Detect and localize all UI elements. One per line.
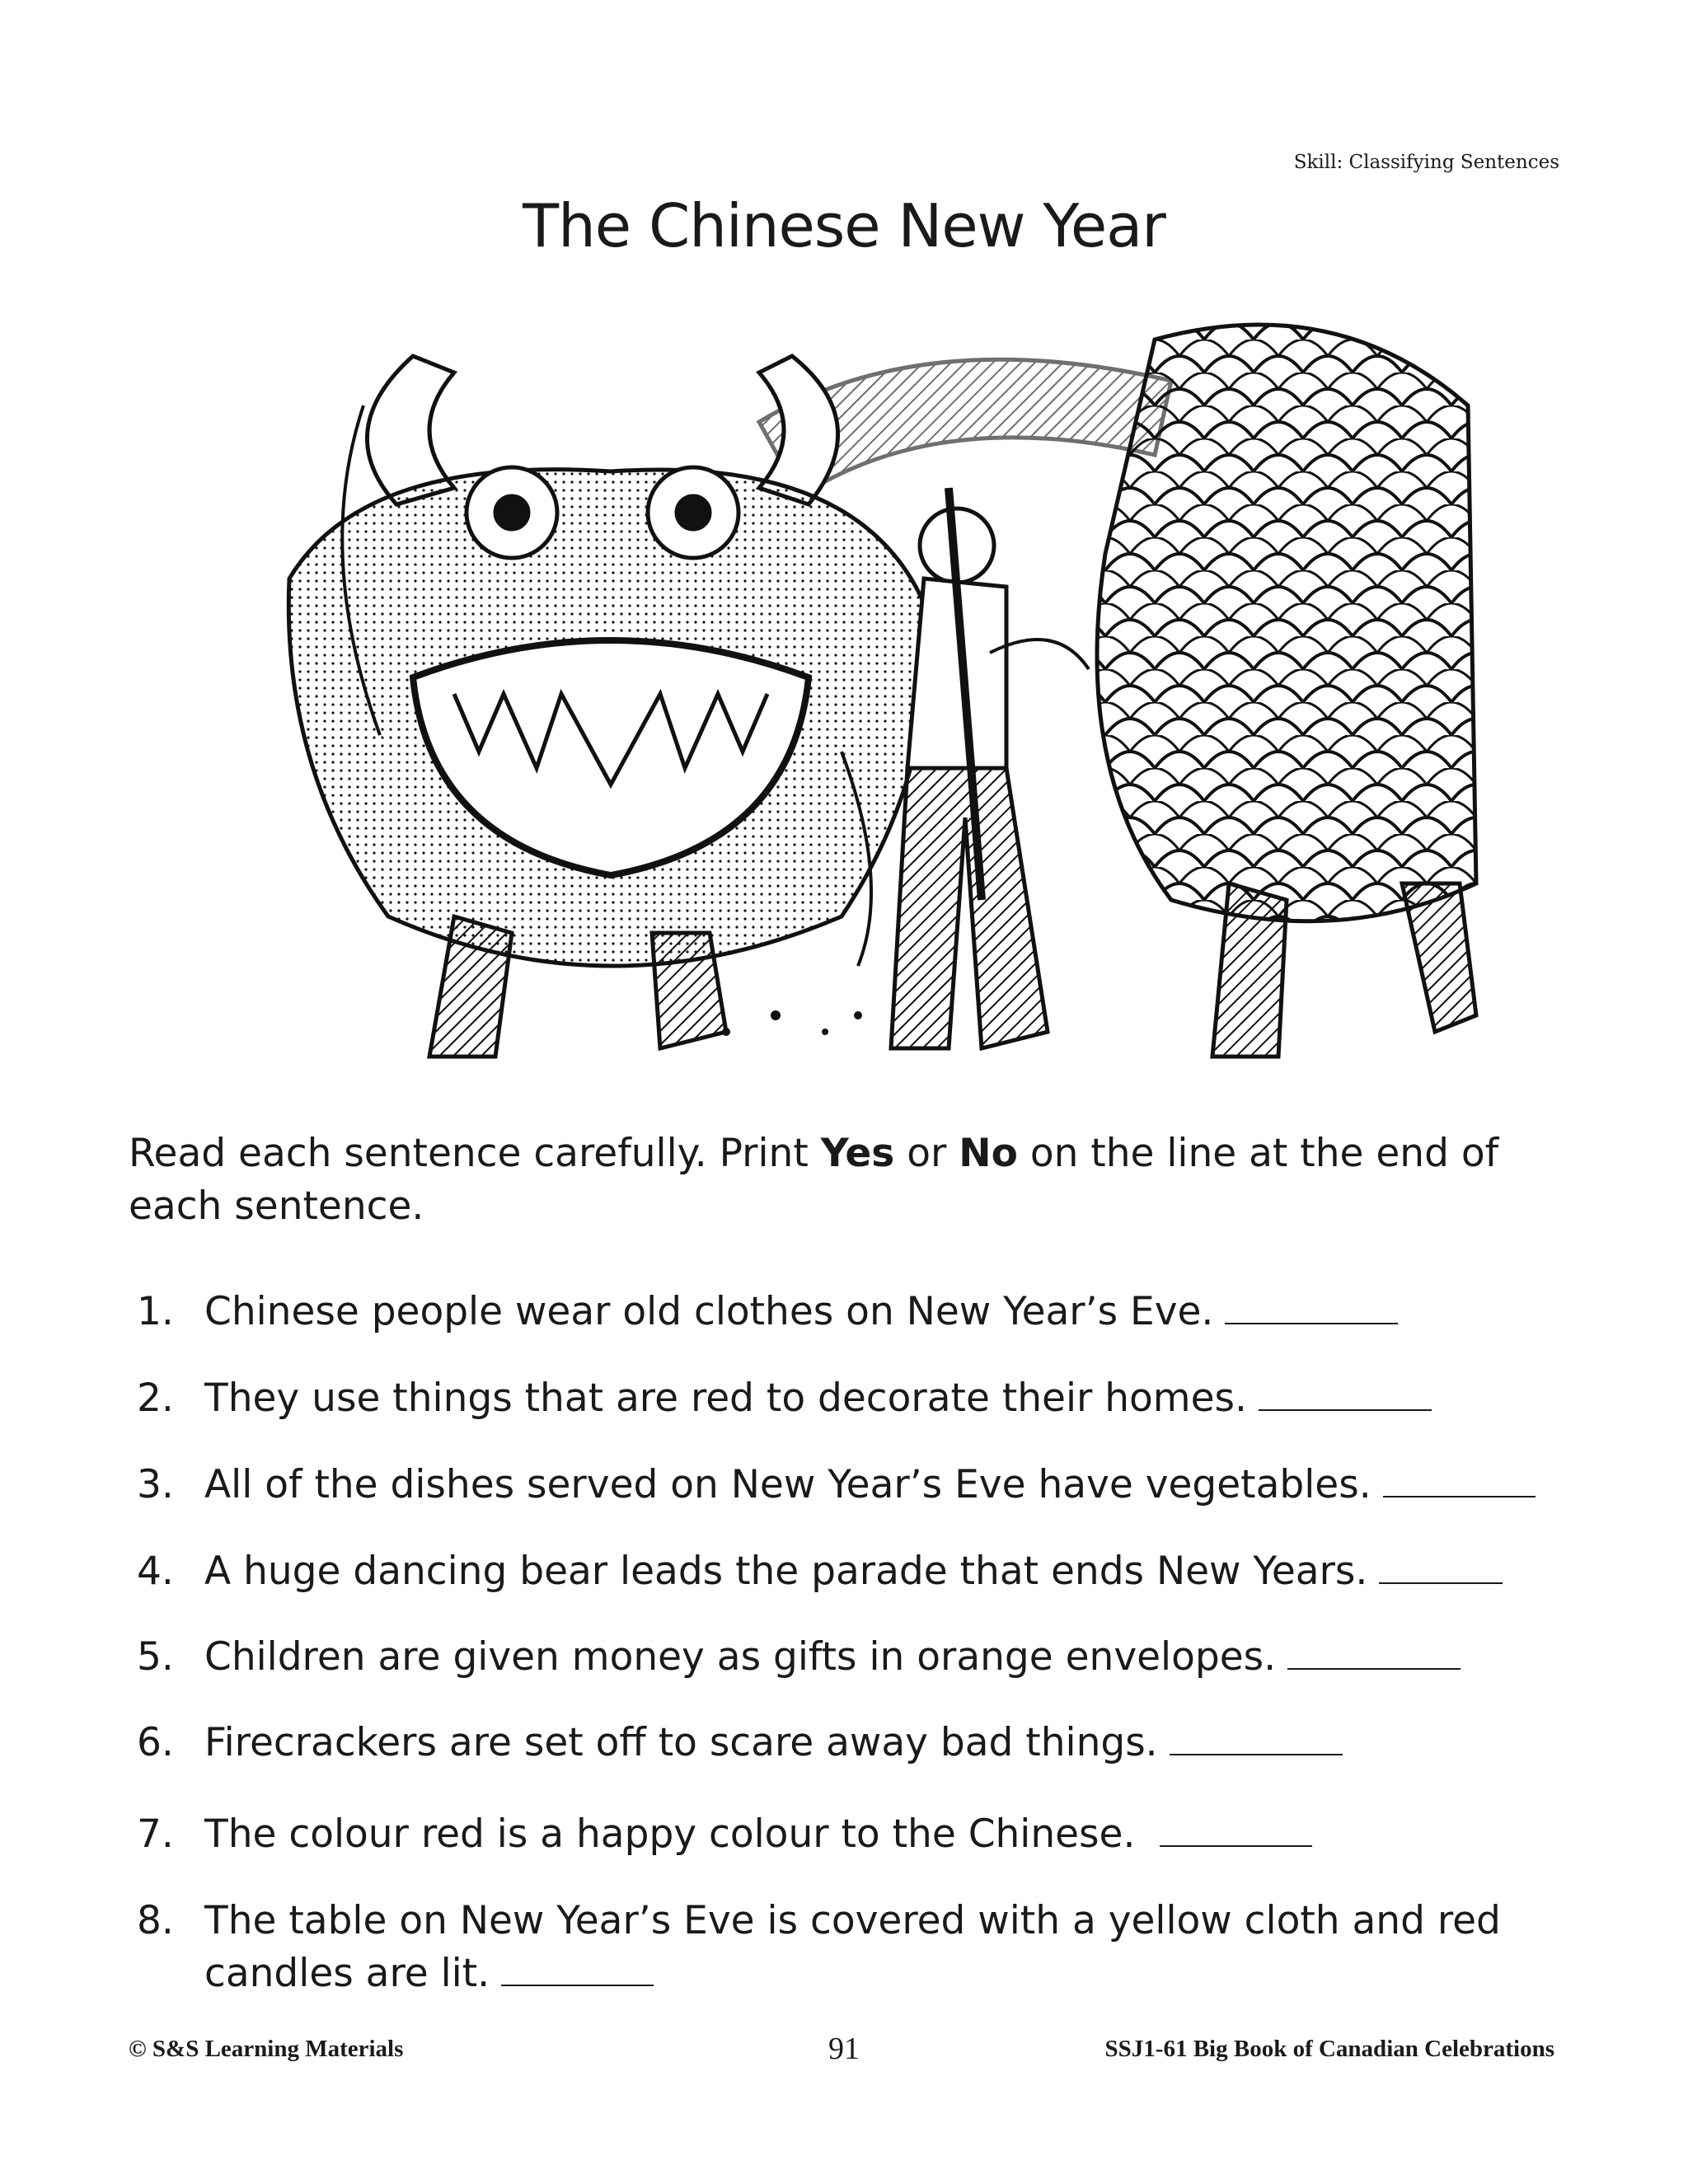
question-text: A huge dancing bear leads the parade that ends New Years.	[204, 1549, 1368, 1594]
question-text: Firecrackers are set off to scare away bad things.	[204, 1720, 1158, 1765]
question-number: 3.	[137, 1462, 174, 1507]
answer-line[interactable]	[1383, 1463, 1536, 1497]
question-number: 1.	[137, 1289, 174, 1334]
page-number: 91	[828, 2032, 860, 2066]
question-number: 4.	[137, 1549, 174, 1594]
instructions-text: Read each sentence carefully. Print	[129, 1131, 821, 1176]
question-item	[137, 1717, 1587, 1769]
answer-line[interactable]	[1170, 1721, 1343, 1755]
no-keyword: No	[959, 1131, 1018, 1176]
page-title: The Chinese New Year	[523, 191, 1165, 260]
answer-line[interactable]	[1259, 1376, 1432, 1411]
question-item	[137, 1808, 1587, 1861]
answer-line[interactable]	[1160, 1812, 1312, 1847]
instructions	[129, 1127, 1579, 1233]
dragon-dance-illustration-icon	[265, 307, 1484, 1090]
question-number: 6.	[137, 1720, 174, 1765]
answer-line[interactable]	[1379, 1549, 1503, 1584]
copyright: © S&S Learning Materials	[129, 2036, 404, 2062]
instructions-text: on the line at the end of each sentence.	[129, 1131, 1499, 1229]
answer-line[interactable]	[501, 1952, 654, 1986]
question-text: Chinese people wear old clothes on New Year’s Eve.	[204, 1289, 1214, 1334]
question-number: 7.	[137, 1811, 174, 1857]
skill-label: Skill: Classifying Sentences	[1293, 152, 1559, 173]
instructions-text: or	[894, 1131, 959, 1176]
question-item	[137, 1545, 1587, 1598]
answer-line[interactable]	[1225, 1290, 1398, 1324]
answer-line[interactable]	[1287, 1635, 1461, 1670]
yes-keyword: Yes	[820, 1131, 895, 1176]
question-text: The colour red is a happy colour to the Chinese.	[204, 1811, 1136, 1857]
question-number: 8.	[137, 1898, 174, 1943]
question-text: They use things that are red to decorate their homes.	[204, 1376, 1247, 1421]
question-number: 2.	[137, 1376, 174, 1421]
question-number: 5.	[137, 1634, 174, 1680]
book-title: SSJ1-61 Big Book of Canadian Celebrations	[1104, 2036, 1554, 2062]
question-item	[137, 1286, 1587, 1338]
question-text: The table on New Year’s Eve is covered with a yellow cloth and red candles are lit.	[204, 1898, 1501, 1996]
question-text: All of the dishes served on New Year’s Eve have vegetables.	[204, 1462, 1372, 1507]
question-item	[137, 1372, 1587, 1425]
question-text: Children are given money as gifts in orange envelopes.	[204, 1634, 1277, 1680]
question-item	[137, 1459, 1587, 1511]
question-item	[137, 1895, 1587, 2000]
question-item	[137, 1631, 1587, 1684]
